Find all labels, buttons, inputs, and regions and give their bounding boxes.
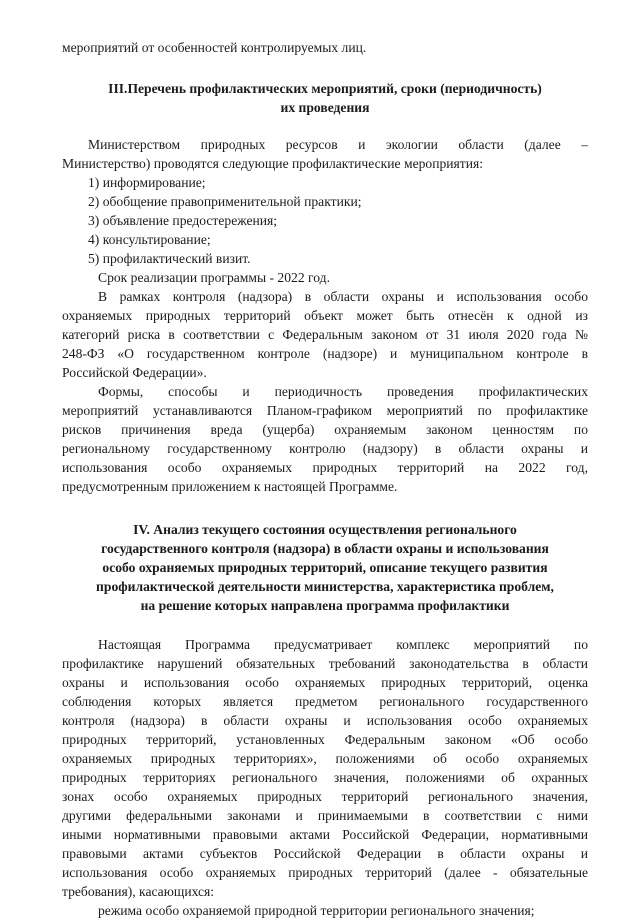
text-line: требования), касающихся: (62, 884, 215, 899)
text-line: использования особо охраняемых природных территорий на 2022 год, (62, 460, 588, 475)
text-line: региональному государственному контролю (надзору) в области охраны и (62, 441, 588, 456)
list-item-regime: режима особо охраняемой природной территории регионального значения; (98, 903, 535, 918)
text-line: профилактике нарушений обязательных требований законодательства в области (62, 656, 588, 671)
text-line: природных территориях регионального значения, положениями об охранных (62, 770, 588, 785)
text-line: природных территорий, установленных Федеральным законом «Об особо (62, 732, 588, 747)
text-line: зонах особо охраняемых природных территорий регионального значения, (62, 789, 588, 804)
text-line: мероприятий устанавливаются Планом-графиком мероприятий по профилактике (62, 403, 588, 418)
continuation-line: мероприятий от особенностей контролируемых лиц. (62, 40, 367, 55)
heading-line: на решение которых направлена программа профилактики (140, 598, 510, 613)
text-line: охраняемых природных территориях», положениями об особо охраняемых (62, 751, 588, 766)
heading-line: профилактической деятельности министерства, характеристика проблем, (96, 579, 554, 594)
paragraph-program-scope (62, 635, 588, 901)
text-line: рисков причинения вреда (ущерба) охраняемым законом ценностям по (62, 422, 588, 437)
heading-line: III.Перечень профилактических мероприятий, сроки (периодичность) (108, 81, 542, 96)
list-item: 4) консультирование; (88, 232, 211, 247)
program-term: Срок реализации программы - 2022 год. (98, 270, 330, 285)
text-line: иными нормативными правовыми актами Российской Федерации, нормативными (62, 827, 588, 842)
text-line: соблюдения которых является предметом регионального государственного (62, 694, 588, 709)
text-line: Настоящая Программа предусматривает комплекс мероприятий по (98, 637, 588, 652)
text-line: правовыми актами субъектов Российской Федерации в области охраны и (62, 846, 588, 861)
heading-line: их проведения (280, 100, 370, 115)
measures-list (62, 173, 588, 268)
text-line: Формы, способы и периодичность проведения профилактических (98, 384, 588, 399)
text-line: Министерство) проводятся следующие профилактические мероприятия: (62, 156, 484, 171)
text-line: 248-ФЗ «О государственном контроле (надзоре) и муниципальном контроле в (62, 346, 588, 361)
text-line: категорий риска в соответствии с Федеральным законом от 31 июля 2020 года № (62, 327, 588, 342)
heading-line: IV. Анализ текущего состояния осуществления регионального (133, 522, 517, 537)
text-line: охраняемых природных территорий объект может быть отнесён к одной из (62, 308, 588, 323)
section-4-heading (62, 520, 588, 615)
paragraph-forms (62, 382, 588, 496)
list-item: 5) профилактический визит. (88, 251, 251, 266)
text-line: контроля (надзора) в области охраны и использования особо охраняемых (62, 713, 588, 728)
section-3-intro (62, 135, 588, 173)
list-item: 2) обобщение правоприменительной практики; (88, 194, 362, 209)
text-line: охраны и использования особо охраняемых природных территорий, оценка (62, 675, 588, 690)
text-line: предусмотренным приложением к настоящей Программе. (62, 479, 398, 494)
text-line: использования особо охраняемых природных территорий (далее - обязательные (62, 865, 588, 880)
list-item: 1) информирование; (88, 175, 206, 190)
paragraph-risk-category (62, 287, 588, 382)
list-item: 3) объявление предостережения; (88, 213, 278, 228)
text-line: другими федеральными законами и принимаемыми в соответствии с ними (62, 808, 588, 823)
section-3-heading (62, 79, 588, 117)
text-line: Министерством природных ресурсов и экологии области (далее – (88, 137, 588, 152)
text-line: Российской Федерации». (62, 365, 207, 380)
heading-line: государственного контроля (надзора) в области охраны и использования (101, 541, 549, 556)
heading-line: особо охраняемых природных территорий, описание текущего развития (102, 560, 548, 575)
text-line: В рамках контроля (надзора) в области охраны и использования особо (98, 289, 588, 304)
